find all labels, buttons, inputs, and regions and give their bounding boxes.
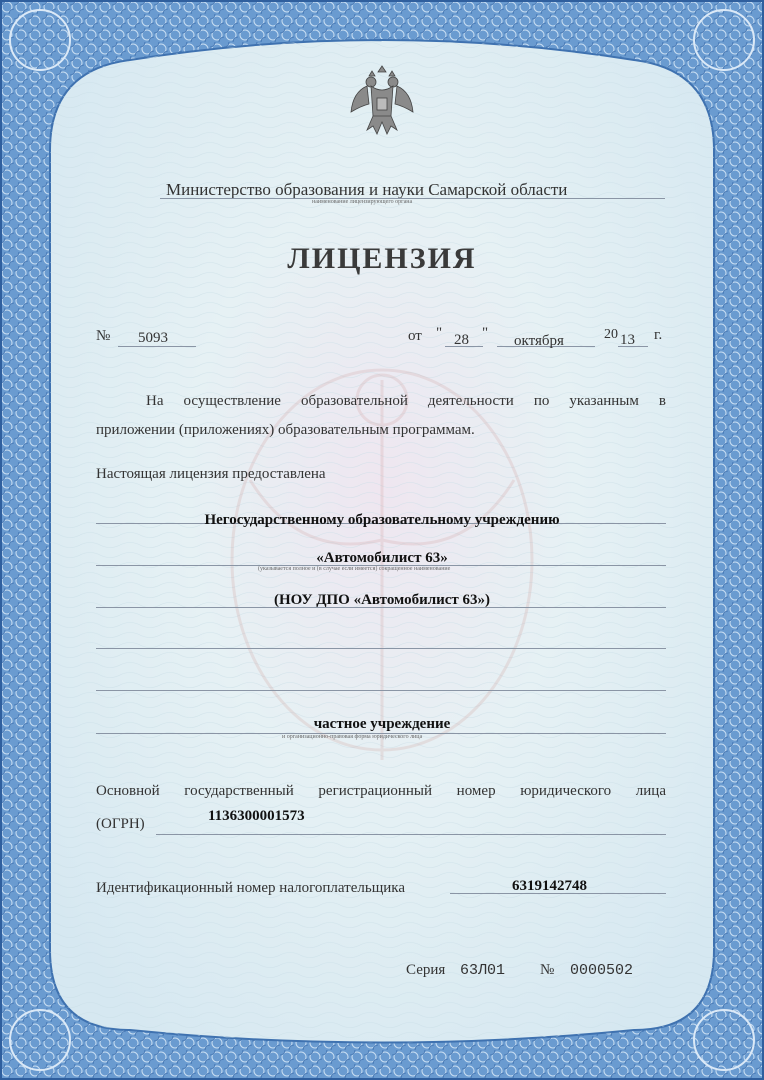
- year-unit: г.: [654, 327, 663, 343]
- org-legal-form: частное учреждение: [313, 716, 451, 732]
- activity-text-line1: На осуществление образовательной деятельности по указанным в: [146, 393, 666, 409]
- inn-label: Идентификационный номер налогоплательщика: [96, 880, 406, 896]
- date-month: октября: [514, 333, 564, 349]
- number-label: №: [96, 328, 111, 344]
- authority-caption: наименование лицензирующего органа: [312, 199, 413, 205]
- inn-number: 6319142748: [512, 878, 587, 894]
- blank-number-label: №: [540, 962, 555, 978]
- org-name-line2: «Автомобилист 63»: [316, 550, 448, 566]
- org-short-name: (НОУ ДПО «Автомобилист 63»): [273, 592, 491, 608]
- org-form-caption: и организационно-правовая форма юридического лица: [282, 734, 423, 740]
- ogrn-label: (ОГРН): [96, 816, 145, 832]
- org-name-line1: Негосударственному образовательному учреждению: [204, 512, 560, 528]
- org-name-caption: (указывается полное и (в случае если имеется) сокращенное наименование: [258, 566, 451, 572]
- year-suffix: 13: [620, 332, 635, 348]
- year-prefix: 20: [604, 327, 618, 342]
- date-from-label: от: [408, 328, 422, 344]
- authority-underline: [160, 198, 665, 199]
- ogrn-number: 1136300001573: [208, 808, 305, 824]
- ogrn-text-line1: Основной государственный регистрационный номер юридического лица: [96, 783, 666, 799]
- blank-number-value: 0000502: [570, 962, 634, 979]
- activity-text-line2: приложении (приложениях) образовательным программам.: [96, 422, 475, 438]
- granted-to-label: Настоящая лицензия предоставлена: [96, 466, 326, 482]
- license-number: 5093: [138, 330, 168, 346]
- date-quote-open: ": [436, 325, 443, 341]
- org-underline-5: [96, 690, 666, 691]
- date-day: 28: [454, 332, 469, 348]
- issuing-authority: Министерство образования и науки Самарской области: [166, 180, 568, 199]
- document-title: ЛИЦЕНЗИЯ: [287, 242, 477, 275]
- ogrn-underline: [156, 834, 666, 835]
- series-value: 63Л01: [460, 962, 506, 979]
- series-label: Серия: [406, 962, 446, 978]
- coat-of-arms-emblem: [347, 64, 417, 140]
- date-quote-close: ": [482, 325, 489, 341]
- org-underline-4: [96, 648, 666, 649]
